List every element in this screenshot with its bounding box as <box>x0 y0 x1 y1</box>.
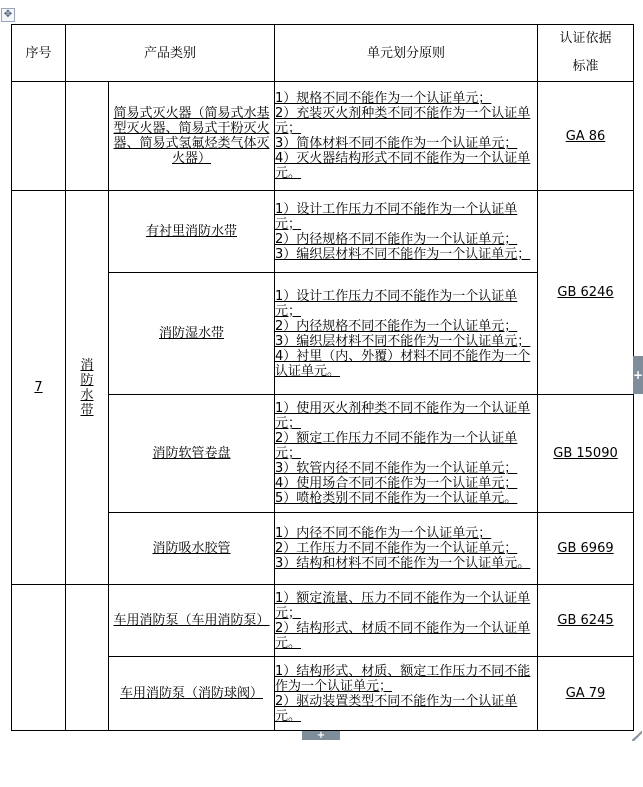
standard-code: GB 6246 <box>557 285 614 300</box>
rule-cell <box>275 585 538 657</box>
rule-item: 2）驱动装置类型不同不能作为一个认证单元。 <box>275 693 518 724</box>
rule-item: 3）编织层材料不同不能作为一个认证单元； <box>275 333 531 349</box>
header-category: 产品类别 <box>66 25 275 82</box>
rule-cell <box>275 657 538 731</box>
standard-code: GA 79 <box>565 686 606 701</box>
group-number <box>12 191 66 585</box>
rule-item: 1）设计工作压力不同不能作为一个认证单元； <box>275 201 518 232</box>
rule-item: 3）结构和材料不同不能作为一个认证单元。 <box>275 556 531 571</box>
product-label: 简易式灭火器（简易式水基型灭火器、简易式干粉灭火器、简易式氢氟烃类气体灭火器） <box>113 106 270 166</box>
rule-item: 5）喷枪类别不同不能作为一个认证单元。 <box>275 491 518 506</box>
group-number-label: 7 <box>34 380 43 395</box>
standard-code: GA 86 <box>565 128 606 144</box>
rule-item: 1）设计工作压力不同不能作为一个认证单元； <box>275 288 518 319</box>
group-category-label: 消防水带 <box>80 357 94 418</box>
table-row <box>12 82 634 191</box>
rule-item: 4）灭火器结构形式不同不能作为一个认证单元。 <box>275 151 531 181</box>
product-name <box>109 273 275 395</box>
product-name <box>109 395 275 513</box>
rule-item: 1）结构形式、材质、额定工作压力不同不能作为一个认证单元； <box>275 663 531 694</box>
header-standard-line2: 标准 <box>572 59 599 74</box>
rule-item: 2）工作压力不同不能作为一个认证单元； <box>275 541 518 556</box>
standard-code: GB 15090 <box>553 446 618 461</box>
table-move-handle-icon[interactable]: ✥ <box>1 8 15 22</box>
standard-code: GB 6969 <box>557 541 614 556</box>
certification-unit-table <box>11 24 634 731</box>
header-rule: 单元划分原则 <box>275 25 538 82</box>
rule-item: 3）软管内径不同不能作为一个认证单元； <box>275 461 518 476</box>
group-category <box>66 585 109 731</box>
group-number <box>12 82 66 191</box>
standard-cell <box>538 82 634 191</box>
product-label: 车用消防泵（消防球阀） <box>120 686 264 701</box>
product-label: 消防湿水带 <box>159 326 225 341</box>
rule-cell <box>275 395 538 513</box>
standard-cell <box>538 513 634 585</box>
product-label: 有衬里消防水带 <box>146 224 238 239</box>
rule-cell <box>275 82 538 191</box>
product-label: 消防软管卷盘 <box>152 446 231 461</box>
rule-cell <box>275 273 538 395</box>
product-label: 消防吸水胶管 <box>152 541 231 556</box>
rule-item: 2）额定工作压力不同不能作为一个认证单元； <box>275 431 518 461</box>
rule-item: 2）内径规格不同不能作为一个认证单元； <box>275 318 518 334</box>
product-name <box>109 585 275 657</box>
standard-code: GB 6245 <box>557 613 614 628</box>
group-number <box>12 585 66 731</box>
table-row <box>12 191 634 273</box>
rule-item: 2）充装灭火剂种类不同不能作为一个认证单元； <box>275 106 531 136</box>
header-no: 序号 <box>12 25 66 82</box>
expand-row-plus-icon[interactable]: + <box>302 731 340 740</box>
standard-cell <box>538 657 634 731</box>
rule-cell <box>275 191 538 273</box>
rule-item: 2）结构形式、材质不同不能作为一个认证单元。 <box>275 620 531 651</box>
standard-cell <box>538 191 634 395</box>
table-resize-handle-icon[interactable] <box>632 731 642 741</box>
rule-item: 3）简体材料不同不能作为一个认证单元； <box>275 136 518 151</box>
rule-item: 2）内径规格不同不能作为一个认证单元； <box>275 231 518 247</box>
rule-item: 4）使用场合不同不能作为一个认证单元； <box>275 476 518 491</box>
group-category <box>66 191 109 585</box>
table-header-row <box>12 25 634 82</box>
rule-item: 1）内径不同不能作为一个认证单元； <box>275 526 492 541</box>
rule-item: 4）衬里（内、外覆）材料不同不能作为一个认证单元。 <box>275 348 531 379</box>
product-name <box>109 82 275 191</box>
rule-item: 1）规格不同不能作为一个认证单元； <box>275 91 492 106</box>
group-category <box>66 82 109 191</box>
rule-cell <box>275 513 538 585</box>
rule-item: 1）额定流量、压力不同不能作为一个认证单元； <box>275 590 531 621</box>
standard-cell <box>538 395 634 513</box>
header-standard-line1: 认证依据 <box>559 31 612 46</box>
standard-cell <box>538 585 634 657</box>
product-name <box>109 513 275 585</box>
expand-column-plus-icon[interactable]: + <box>633 356 643 394</box>
rule-item: 1）使用灭火剂种类不同不能作为一个认证单元； <box>275 401 531 431</box>
product-name <box>109 191 275 273</box>
table-row <box>12 585 634 657</box>
product-label: 车用消防泵（车用消防泵） <box>113 613 270 628</box>
header-standard <box>538 25 634 82</box>
rule-item: 3）编织层材料不同不能作为一个认证单元； <box>275 246 531 262</box>
product-name <box>109 657 275 731</box>
